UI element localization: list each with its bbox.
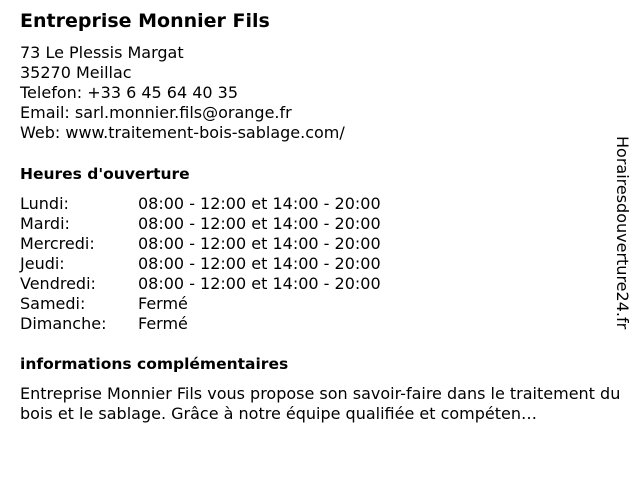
hours-day: Lundi:	[20, 194, 69, 213]
hours-day: Samedi:	[20, 294, 86, 313]
info-heading: informations complémentaires	[20, 355, 289, 373]
hours-time: 08:00 - 12:00 et 14:00 - 20:00	[138, 254, 381, 273]
hours-time: 08:00 - 12:00 et 14:00 - 20:00	[138, 274, 381, 293]
hours-time: 08:00 - 12:00 et 14:00 - 20:00	[138, 214, 381, 233]
contact-block	[20, 43, 345, 143]
web-line: Web: www.traitement-bois-sablage.com/	[20, 123, 345, 142]
hours-row-sunday	[20, 314, 381, 334]
hours-day: Vendredi:	[20, 274, 96, 293]
email-line: Email: sarl.monnier.fils@orange.fr	[20, 103, 292, 122]
info-description: Entreprise Monnier Fils vous propose son savoir-faire dans le traitement du bois et le sablage. Grâce à notre équipe qualifiée et compéten…	[20, 384, 621, 423]
hours-day: Mercredi:	[20, 234, 95, 253]
address-line-1: 73 Le Plessis Margat	[20, 43, 184, 62]
hours-time: 08:00 - 12:00 et 14:00 - 20:00	[138, 194, 381, 213]
hours-heading: Heures d'ouverture	[20, 165, 190, 183]
hours-time: Fermé	[138, 294, 188, 313]
hours-row-tuesday	[20, 214, 381, 234]
hours-day: Mardi:	[20, 214, 70, 233]
business-name: Entreprise Monnier Fils	[20, 10, 270, 32]
hours-row-saturday	[20, 294, 381, 314]
hours-row-wednesday	[20, 234, 381, 254]
address-line-2: 35270 Meillac	[20, 63, 132, 82]
hours-day: Jeudi:	[20, 254, 65, 273]
phone-line: Telefon: +33 6 45 64 40 35	[20, 83, 239, 102]
hours-day: Dimanche:	[20, 314, 107, 333]
hours-row-thursday	[20, 254, 381, 274]
hours-time: Fermé	[138, 314, 188, 333]
hours-row-monday	[20, 194, 381, 214]
hours-table	[20, 194, 381, 334]
brand-watermark: Horairesdouverture24.fr	[613, 136, 632, 330]
hours-time: 08:00 - 12:00 et 14:00 - 20:00	[138, 234, 381, 253]
hours-row-friday	[20, 274, 381, 294]
